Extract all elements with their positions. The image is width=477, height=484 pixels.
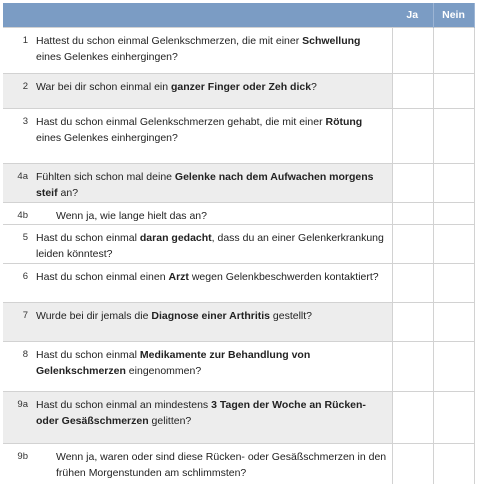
question-number: 7 [3, 303, 32, 342]
question-number: 4a [3, 164, 32, 203]
question-text-part: ? [311, 81, 317, 93]
question-text-part: Hast du schon einmal Gelenkschmerzen gehabt, die mit einer [36, 116, 326, 128]
question-text [32, 109, 392, 164]
question-row [3, 74, 474, 109]
question-text-emphasis: Rötung [325, 116, 363, 128]
question-row [3, 342, 474, 392]
question-number: 9a [3, 392, 32, 444]
answer-cell-nein[interactable] [433, 109, 474, 164]
answer-cell-nein[interactable] [433, 342, 474, 392]
question-text-part: gelitten? [148, 415, 192, 427]
question-row [3, 444, 474, 484]
question-number: 3 [3, 109, 32, 164]
answer-cell-nein[interactable] [433, 164, 474, 203]
question-text-emphasis: Diagnose einer Arthritis [151, 310, 270, 322]
question-row [3, 28, 474, 74]
question-row [3, 109, 474, 164]
header-nein: Nein [433, 3, 474, 28]
question-text [32, 225, 392, 264]
answer-cell-nein[interactable] [433, 225, 474, 264]
question-text-emphasis: Gelenke nach dem Aufwachen morgens steif [36, 171, 374, 199]
answer-cell-nein[interactable] [433, 392, 474, 444]
question-text [32, 342, 392, 392]
table-header-row [3, 3, 474, 28]
question-text-part: eines Gelenkes einhergingen? [36, 51, 178, 63]
question-text-emphasis: Arzt [168, 271, 189, 283]
answer-cell-nein[interactable] [433, 264, 474, 303]
question-text-part: Wurde bei dir jemals die [36, 310, 152, 322]
question-text [32, 28, 392, 74]
answer-cell-ja[interactable] [392, 225, 433, 264]
answer-cell-nein[interactable] [433, 28, 474, 74]
question-text-part: , dass du an einer Gelenkerkrankung leiden könntest? [36, 232, 384, 260]
question-text-emphasis: Medikamente zur Behandlung von Gelenkschmerzen [36, 349, 311, 377]
answer-cell-ja[interactable] [392, 203, 433, 225]
question-text-part: Wenn ja, wie lange hielt das an? [56, 210, 207, 222]
answer-cell-ja[interactable] [392, 264, 433, 303]
question-text-part: Wenn ja, waren oder sind diese Rücken- oder Gesäßschmerzen in den frühen Morgenstunden am schlimmsten? [56, 451, 387, 479]
header-question-cell [32, 3, 392, 28]
question-text [32, 164, 392, 203]
question-text-part: Hast du schon einmal [36, 349, 140, 361]
question-row [3, 225, 474, 264]
question-text-part: Hattest du schon einmal Gelenkschmerzen, die mit einer [36, 35, 303, 47]
answer-cell-ja[interactable] [392, 392, 433, 444]
questionnaire-table [3, 3, 475, 484]
question-text-part: Hast du schon einmal an mindestens [36, 399, 212, 411]
question-text-part: War bei dir schon einmal ein [36, 81, 172, 93]
question-text [32, 392, 392, 444]
answer-cell-ja[interactable] [392, 109, 433, 164]
answer-cell-ja[interactable] [392, 303, 433, 342]
question-text [32, 303, 392, 342]
question-text [32, 203, 392, 225]
question-text-part: Hast du schon einmal einen [36, 271, 169, 283]
question-text-emphasis: 3 Tagen der Woche an Rücken- oder Gesäßschmerzen [36, 399, 366, 427]
answer-cell-nein[interactable] [433, 303, 474, 342]
question-number: 5 [3, 225, 32, 264]
answer-cell-ja[interactable] [392, 342, 433, 392]
answer-cell-nein[interactable] [433, 203, 474, 225]
question-text-emphasis: Schwellung [302, 35, 361, 47]
question-number: 6 [3, 264, 32, 303]
question-text-part: Fühlten sich schon mal deine [36, 171, 175, 183]
question-text-part: Hast du schon einmal [36, 232, 140, 244]
answer-cell-ja[interactable] [392, 444, 433, 484]
question-text-part: an? [57, 187, 79, 199]
answer-cell-ja[interactable] [392, 28, 433, 74]
question-text-part: eingenommen? [125, 365, 202, 377]
question-text [32, 444, 392, 484]
question-text [32, 74, 392, 109]
question-number: 1 [3, 28, 32, 74]
question-row [3, 203, 474, 225]
question-text-part: wegen Gelenkbeschwerden kontaktiert? [188, 271, 379, 283]
question-number: 8 [3, 342, 32, 392]
answer-cell-ja[interactable] [392, 74, 433, 109]
answer-cell-nein[interactable] [433, 74, 474, 109]
answer-cell-nein[interactable] [433, 444, 474, 484]
question-text-part: eines Gelenkes einhergingen? [36, 132, 178, 144]
question-text-part: gestellt? [270, 310, 313, 322]
header-ja: Ja [392, 3, 433, 28]
question-number: 9b [3, 444, 32, 484]
question-row [3, 303, 474, 342]
question-row [3, 392, 474, 444]
question-text-emphasis: daran gedacht [139, 232, 212, 244]
question-number: 4b [3, 203, 32, 225]
header-number-cell [3, 3, 32, 28]
question-row [3, 164, 474, 203]
answer-cell-ja[interactable] [392, 164, 433, 203]
question-text [32, 264, 392, 303]
question-row [3, 264, 474, 303]
question-text-emphasis: ganzer Finger oder Zeh dick [171, 81, 312, 93]
question-number: 2 [3, 74, 32, 109]
